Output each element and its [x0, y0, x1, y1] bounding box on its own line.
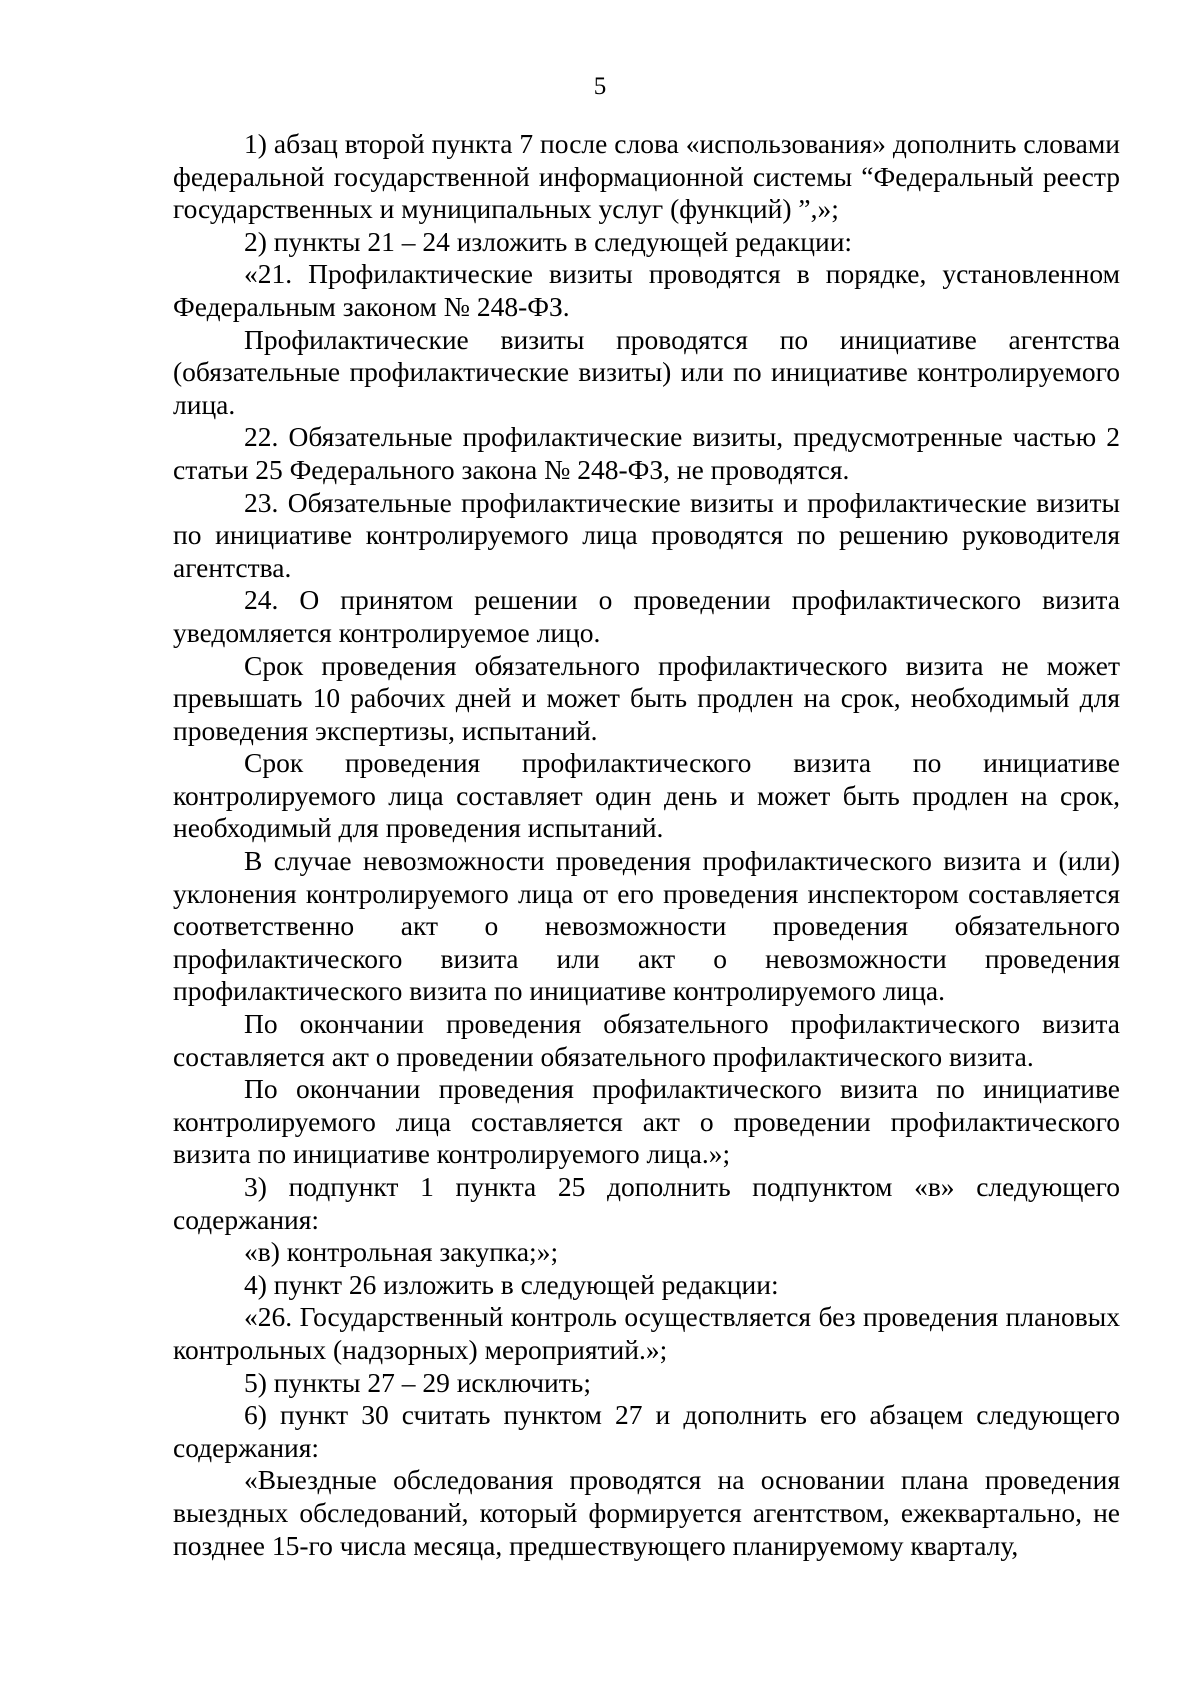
paragraph-1: 1) абзац второй пункта 7 после слова «использования» дополнить словами федеральной государственной информационной системы “Федеральный реестр государственных и муниципальных услуг (функций) ”,»;	[173, 128, 1120, 225]
paragraph-2: 2) пункты 21 – 24 изложить в следующей редакции:	[244, 225, 853, 257]
paragraph-13: 3) подпункт 1 пункта 25 дополнить подпунктом «в» следующего содержания:	[173, 1171, 1120, 1235]
paragraph-11: По окончании проведения обязательного профилактического визита составляется акт о проведении обязательного профилактического визита.	[173, 1008, 1120, 1072]
paragraph-8: Срок проведения обязательного профилактического визита не может превышать 10 рабочих дней и может быть продлен на срок, необходимый для проведения экспертизы, испытаний.	[173, 649, 1120, 746]
paragraph-6: 23. Обязательные профилактические визиты и профилактические визиты по инициативе контролируемого лица проводятся по решению руководителя агентства.	[173, 486, 1120, 583]
paragraph-14: «в) контрольная закупка;»;	[244, 1236, 559, 1268]
paragraph-12: По окончании проведения профилактического визита по инициативе контролируемого лица составляется акт о проведении профилактического визита по инициативе контролируемого лица.»;	[173, 1073, 1120, 1170]
paragraph-16: «26. Государственный контроль осуществляется без проведения плановых контрольных (надзорных) мероприятий.»;	[173, 1301, 1120, 1365]
paragraph-3: «21. Профилактические визиты проводятся в порядке, установленном Федеральным законом № 248-ФЗ.	[173, 258, 1120, 322]
paragraph-7: 24. О принятом решении о проведении профилактического визита уведомляется контролируемое лицо.	[173, 584, 1120, 648]
page-number: 5	[593, 73, 607, 100]
paragraph-5: 22. Обязательные профилактические визиты, предусмотренные частью 2 статьи 25 Федерального закона № 248-ФЗ, не проводятся.	[173, 421, 1120, 485]
paragraph-19: «Выездные обследования проводятся на основании плана проведения выездных обследований, который формируется агентством, ежеквартально, не позднее 15-го числа месяца, предшествующего планируемому кварталу,	[173, 1464, 1120, 1561]
paragraph-17: 5) пункты 27 – 29 исключить;	[244, 1366, 591, 1398]
paragraph-18: 6) пункт 30 считать пунктом 27 и дополнить его абзацем следующего содержания:	[173, 1399, 1120, 1463]
paragraph-9: Срок проведения профилактического визита по инициативе контролируемого лица составляет один день и может быть продлен на срок, необходимый для проведения испытаний.	[173, 747, 1120, 844]
document-body	[173, 128, 1120, 1562]
paragraph-4: Профилактические визиты проводятся по инициативе агентства (обязательные профилактические визиты) или по инициативе контролируемого лица.	[173, 323, 1120, 420]
paragraph-10: В случае невозможности проведения профилактического визита и (или) уклонения контролируемого лица от его проведения инспектором составляется соответственно акт о невозможности проведения обязательного профилактического визита или акт о невозможности проведения профилактического визита по инициативе контролируемого лица.	[173, 845, 1120, 1007]
paragraph-15: 4) пункт 26 изложить в следующей редакции:	[244, 1268, 779, 1300]
